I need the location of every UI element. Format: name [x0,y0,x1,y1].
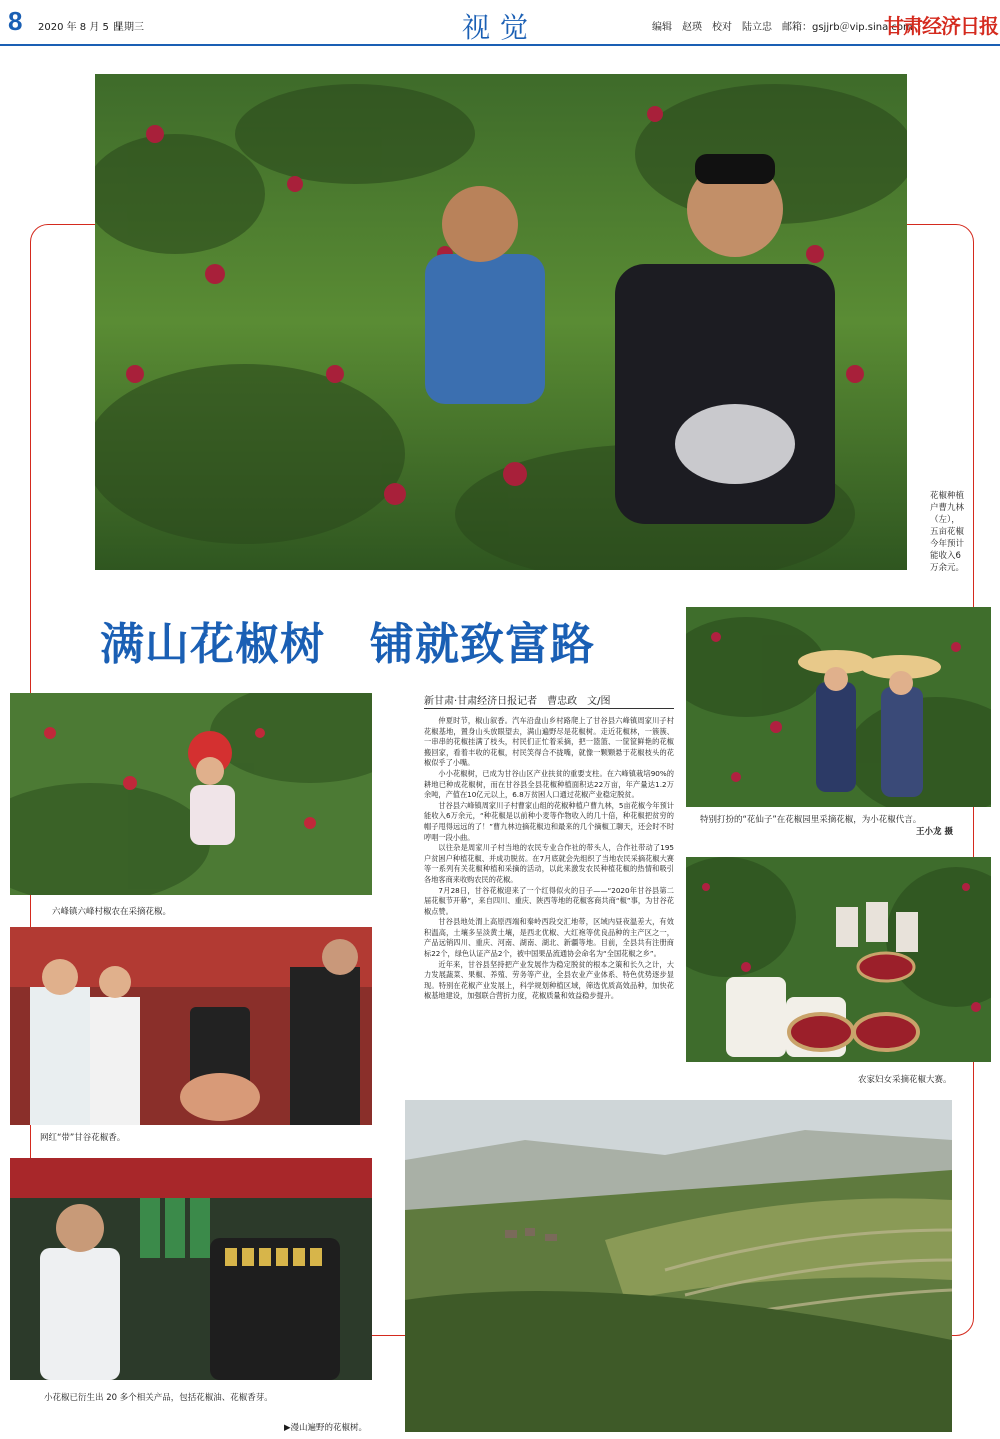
photo-flower-fairies [686,607,991,807]
main-photo-pepper-harvest [95,74,907,570]
article-paragraph: 甘谷县地处渭上高原西端和秦岭西段交汇地带，区域内昼夜温差大，有效积温高，土壤多呈淡黄土壤，是西北优椒、大红袍等优良品种的主产区之一，产品远销四川、重庆、河南、湖南、湖北、新疆等地。目前，全县共有注册商标22个，绿色认证产品2个，被中国果品流通协会命名为“全国花椒之乡”。 [424,917,674,959]
article-body [424,716,674,1002]
photo-credit: 王小龙 摄 [916,827,953,837]
page-header [0,0,1000,46]
article-paragraph: 以往杂是周家川子村当地的农民专业合作社的带头人，合作社带动了195户贫困户种植花椒、并成功脱贫。在7月底就会先组织了当地农民采摘花椒大赛等一系列有关花椒种植和采摘的活动，以此来激发农民种植花椒的热情和吸引各地客商来收购农民的花椒。 [424,843,674,884]
main-photo-caption: 花椒种植户曹九林（左），五亩花椒今年预计能收入6万余元。 [930,491,965,573]
photo-villager-picking [10,693,372,895]
photo-terraced-hills [405,1100,952,1432]
caption-left-1: 六峰镇六峰村椒农在采摘花椒。 [52,907,172,917]
article-paragraph: 近年来，甘谷县坚持把产业发展作为稳定脱贫的根本之策和长久之计，大力发展蔬菜、果椒、养殖、劳务等产业，全县农业产业体系、特色优势逐步显现。特别在花椒产业发展上，科学规划种植区域，筛选优质高效品种，加快花椒基地建设，加强联合营折力度，花椒质量和效益稳步提升。 [424,959,674,1001]
issue-date: 2020 年 8 月 5 日 [38,22,123,33]
byline-rule [424,708,674,709]
issue-weekday: 星期三 [114,22,144,33]
caption-left-2: 网红“带”甘谷花椒香。 [40,1133,126,1143]
article-paragraph: 甘谷县六峰镇周家川子村曹家山组的花椒种植户曹九林，5亩花椒今年预计能收入6万余元，“种花椒是以前种小麦等作物收入的几十倍，种花椒把贫穷的帽子甩得远远的了！”曹九林边摘花椒边和最来的几个摘椒工聊天，还会时不时哼唱一段小曲。 [424,800,674,842]
photo-product-display [10,1158,372,1380]
section-title: 视觉 [462,11,539,44]
headline: 满山花椒树 铺就致富路 [100,619,595,670]
caption-bottom-right: ▶漫山遍野的花椒树。 [284,1423,368,1433]
photo-picking-contest [686,857,991,1062]
article-paragraph: 7月28日，甘谷花椒迎来了一个红得似火的日子——“2020年甘谷县第二届花椒节开幕”，来自四川、重庆、陕西等地的花椒客商共商“椒”事，为甘谷花椒点赞。 [424,885,674,916]
article-paragraph: 仲夏时节，椒山叙香。汽车沿盘山乡村路爬上了甘谷县六峰镇周家川子村花椒基地，置身山头放眼望去，满山遍野尽是花椒树。走近花椒林，一簇簇、一串串的花椒挂满了枝头，村民们正忙着采摘，把一篮篮、一筐筐鲜艳的花椒搬回家，看着丰收的花椒，村民笑得合不拢嘴，就像一颗颗悬于花椒枝头的花椒似乎了小嘴。 [424,716,674,768]
caption-mid-right: 农家妇女采摘花椒大赛。 [858,1075,952,1085]
caption-top-right: 特别打扮的“花仙子”在花椒园里采摘花椒，为小花椒代言。 [700,815,922,825]
caption-left-3: 小花椒已衍生出 20 多个相关产品，包括花椒油、花椒香芽。 [44,1393,273,1403]
byline: 新甘肃·甘肃经济日报记者 曹忠政 文/图 [424,696,611,707]
article-paragraph: 小小花椒树，已成为甘谷山区产业扶贫的重要支柱。在六峰镇栽培90%的耕地已种成花椒树，而在甘谷县全县花椒种植面积达22万亩，年产量达1.2万余吨，产值在10亿元以上，6.8万贫困人口通过花椒产业稳定脱贫。 [424,768,674,800]
editor-credits: 编辑 赵瑛 校对 陆立忠 邮箱：gsjjrb＠vip.sina.com [652,22,913,33]
photo-livestream [10,927,372,1125]
newspaper-logo: 甘肃经济日报 [884,14,998,38]
header-rule [0,44,1000,46]
page-number: 8 [8,6,23,36]
